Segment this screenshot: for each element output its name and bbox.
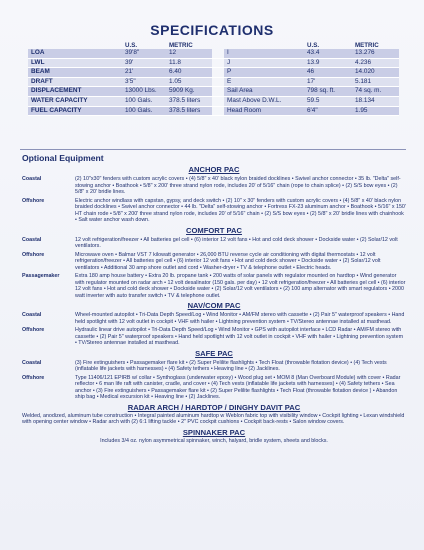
safe-offshore-row — [22, 375, 406, 401]
anchor-coastal-row — [22, 176, 406, 196]
spec-metric-2: 74 sq. m. — [352, 87, 399, 97]
row-label: Coastal — [22, 236, 42, 243]
navcom-offshore-row — [22, 327, 406, 347]
spinnaker-pac-title: SPINNAKER PAC — [182, 427, 246, 437]
col-header-us-2: U.S. — [307, 41, 320, 49]
row-label: Coastal — [22, 312, 42, 318]
radar-arch-text: Welded, anodized, aluminum tube construction • Integral painted aluminum hardtop w Weblon fabric top with visibility window • Cockpit lighting • Lexan windshield with opening center window • Radar arch with (2) 6:1 lifting tackle • 2" PVC cockpit cushions • Cockpit back-rests • Salon window covers. — [22, 412, 405, 425]
spec-us-2: 43.4 — [304, 49, 352, 58]
row-text: Microwave oven • Balmar VST 7 kilowatt generator • 26,000 BTU reverse cycle air conditioning with digital thermostats • 12 volt refrigeration/freezer • All batteries gel cell • (6) interior 12 volt fans • Hot and cold deck shower • Dockside water • (2) Solar/12 volt ventilators • Additional 30 amp shore outlet and cord • Washer-dryer • TV & telephone outlet • Electric heads. — [75, 251, 381, 271]
row-label: Offshore — [22, 197, 45, 204]
spec-us: 39'8" — [122, 49, 166, 58]
spec-row — [28, 58, 399, 68]
spec-us: 21' — [122, 68, 166, 78]
spinnaker-text: Includes 3/4 oz. nylon asymmetrical spinnaker, winch, halyard, bridle system, sheets and blocks. — [100, 437, 328, 444]
navcom-pac-title: NAV/COM PAC — [187, 301, 241, 310]
row-label: Coastal — [22, 176, 42, 182]
row-text: Electric anchor windlass with capstan, gypsy, and deck switch • (2) 10" x 30" fenders with custom acrylic covers • (4) 5/8" x 40' black nylon braided docklines • Swivel anchor connector • 44 lb. "Delta" self-stowing anchor • Fortress FX-23 aluminum anchor • Boathook • 5/16" x 150' HT chain rode • 5/8" x 200' three strand nylon rode, includes 20' of 5/16" chain • (2) S/S bow eyes • (2) 5/8" x 20' bridle lines with chainhook • Salt water anchor wash down. — [75, 197, 406, 223]
spec-us-2: 46 — [304, 68, 352, 78]
anchor-offshore-row — [22, 198, 406, 224]
spec-us: 100 Gals. — [122, 106, 166, 116]
spec-metric-2: 1.95 — [352, 106, 399, 116]
spec-us: 13000 Lbs. — [122, 87, 166, 97]
spec-label-2: E — [224, 77, 304, 87]
spec-label-2: P — [224, 68, 304, 78]
spec-label-2: Sail Area — [224, 87, 304, 97]
row-label: Offshore — [22, 251, 45, 258]
comfort-offshore-row — [22, 252, 406, 272]
radar-arch-pac-title: RADAR ARCH / HARDTOP / DINGHY DAVIT PAC — [127, 402, 301, 412]
spec-us-2: 17' — [304, 77, 352, 87]
navcom-coastal-row — [22, 312, 406, 325]
spec-metric-2: 5.181 — [352, 77, 399, 87]
col-header-metric: METRIC — [169, 41, 193, 49]
spec-row — [28, 77, 399, 87]
row-label: Offshore — [22, 327, 45, 333]
row-text: Hydraulic linear drive autopilot • Tri-Data Depth Speed/Log • Wind Monitor • GPS with autopilot interface • LCD Radar • AM/FM stereo with cassette • (2) Pair 5" waterproof speakers • Hand held spotlight with 12 volt outlet in cockpit • VHF with hailer • Lightning prevention system • TV/Stereo antennae installed at masthead. — [75, 327, 404, 346]
spec-label: BEAM — [28, 68, 122, 78]
col-header-metric-2: METRIC — [355, 41, 379, 49]
page-title: SPECIFICATIONS — [150, 22, 274, 38]
optional-equipment-list — [22, 163, 406, 444]
spec-metric-2: 18.134 — [352, 96, 399, 106]
spec-row — [28, 106, 399, 116]
row-text: Type 11406/121 EPIRB w/ collar • Synthoglass (underwater epoxy) • Wood plug set • MOM 8 (Man Overboard Module) with cover • Radar reflector • 6 man life raft with canister, cradle, and cover • (4) Tech vests (inflatable life jackets with harnesses) • (4) Safety tethers • Sea anchor • (3) Fire extinguishers • Passagemaker flare kit • (2) Super Pelilite flashlights • Tech Float (throwable flotation device ) • Abandon ship bag • Medical excursion kit • Heaving line • (2) Jacklines. — [75, 374, 401, 400]
spec-label-2: J — [224, 58, 304, 68]
spec-us-2: 6'4" — [304, 106, 352, 116]
spec-label: FUEL CAPACITY — [28, 106, 122, 116]
divider — [20, 149, 406, 150]
spec-row — [28, 96, 399, 106]
spec-metric: 378.5 liters — [166, 106, 212, 116]
spec-us-2: 798 sq. ft. — [304, 87, 352, 97]
row-text: 12 volt refrigeration/freezer • All batteries gel cell • (6) interior 12 volt fans • Hot and cold deck shower • Dockside water • (2) Solar/12 volt ventilators. — [75, 236, 398, 249]
spec-row — [28, 68, 399, 78]
spec-header-row — [28, 41, 399, 49]
optional-equipment-heading: Optional Equipment — [22, 153, 104, 163]
spec-metric: 1.05 — [166, 77, 212, 87]
spec-row — [28, 87, 399, 97]
row-text: Extra 180 amp house battery • Extra 20 lb. propane tank • 200 watts of solar panels with regulator mounted on hardtop • Wind generator with regulator mounted on radar arch • 12 volt desalinator (150 gals. per day) • 12 volt refrigeration/freezer • All batteries gel cell • (6) interior 12 volt fans • Hot and cold deck shower • Dockside water • (2) Solar/12 volt ventilators • (2) 100 amp alternator with smart regulators • 2000 watt inverter with auto transfer switch • TV & telephone outlet. — [75, 273, 406, 299]
spec-metric: 11.8 — [166, 58, 212, 68]
spec-label: DRAFT — [28, 77, 122, 87]
spec-label-2: I — [224, 49, 304, 58]
spec-metric: 6.40 — [166, 68, 212, 78]
spec-label-2: Head Room — [224, 106, 304, 116]
row-text: (2) 10"x30" fenders with custom acrylic covers • (4) 5/8" x 40' black nylon braided docklines • Swivel anchor connector • 35 lb. "Delta" self-stowing anchor • Boathook • 5/8" x 200' three strand nylon rode, includes 20' of 5/16" chain (rope to chain splice) • (2) S/S bow eyes • (2) 5/8" x 20' bridle lines. — [75, 176, 401, 195]
col-header-us: U.S. — [125, 41, 138, 49]
safe-pac-title: SAFE PAC — [195, 348, 233, 358]
row-label: Coastal — [22, 359, 42, 366]
row-text: Wheel-mounted autopilot • Tri-Data Depth Speed/Log • Wind Monitor • AM/FM stereo with cassette • (2) Pair 5" waterproof speakers • Hand held spotlight with 12 volt outlet in cockpit • VHF with hailer • Lightning prevention system • TV/Stereo antennae installed at masthead. — [75, 312, 405, 325]
spec-label: LWL — [28, 58, 122, 68]
anchor-pac-title: ANCHOR PAC — [188, 165, 240, 174]
row-text: (3) Fire extinguishers • Passagemaker flare kit • (2) Super Pelilite flashlights • Tech Float (throwable flotation device) • (4) Tech vests (inflatable life jackets with harnesses) • (4) Safety tethers • Heaving line • (2) Jacklines. — [75, 359, 387, 372]
spec-metric: 378.5 liters — [166, 96, 212, 106]
row-label: Passagemaker — [22, 273, 60, 279]
specifications-table — [28, 41, 399, 116]
row-label: Offshore — [22, 374, 45, 381]
spec-metric-2: 14.020 — [352, 68, 399, 78]
spec-label-2: Mast Above D.W.L. — [224, 96, 304, 106]
spec-metric-2: 4.236 — [352, 58, 399, 68]
spec-us-2: 59.5 — [304, 96, 352, 106]
safe-coastal-row — [22, 360, 406, 373]
comfort-coastal-row — [22, 237, 406, 250]
spec-metric: 5909 Kg. — [166, 87, 212, 97]
spec-metric: 12 — [166, 49, 212, 58]
spec-label: LOA — [28, 49, 122, 58]
spec-us-2: 13.9 — [304, 58, 352, 68]
spec-label: DISPLACEMENT — [28, 87, 122, 97]
spec-row — [28, 49, 399, 58]
spec-label: WATER CAPACITY — [28, 96, 122, 106]
spec-metric-2: 13.276 — [352, 49, 399, 58]
comfort-pac-title: COMFORT PAC — [186, 225, 242, 235]
spec-us: 100 Gals. — [122, 96, 166, 106]
comfort-passagemaker-row — [22, 273, 406, 299]
spec-us: 39' — [122, 58, 166, 68]
spec-us: 3'5" — [122, 77, 166, 87]
